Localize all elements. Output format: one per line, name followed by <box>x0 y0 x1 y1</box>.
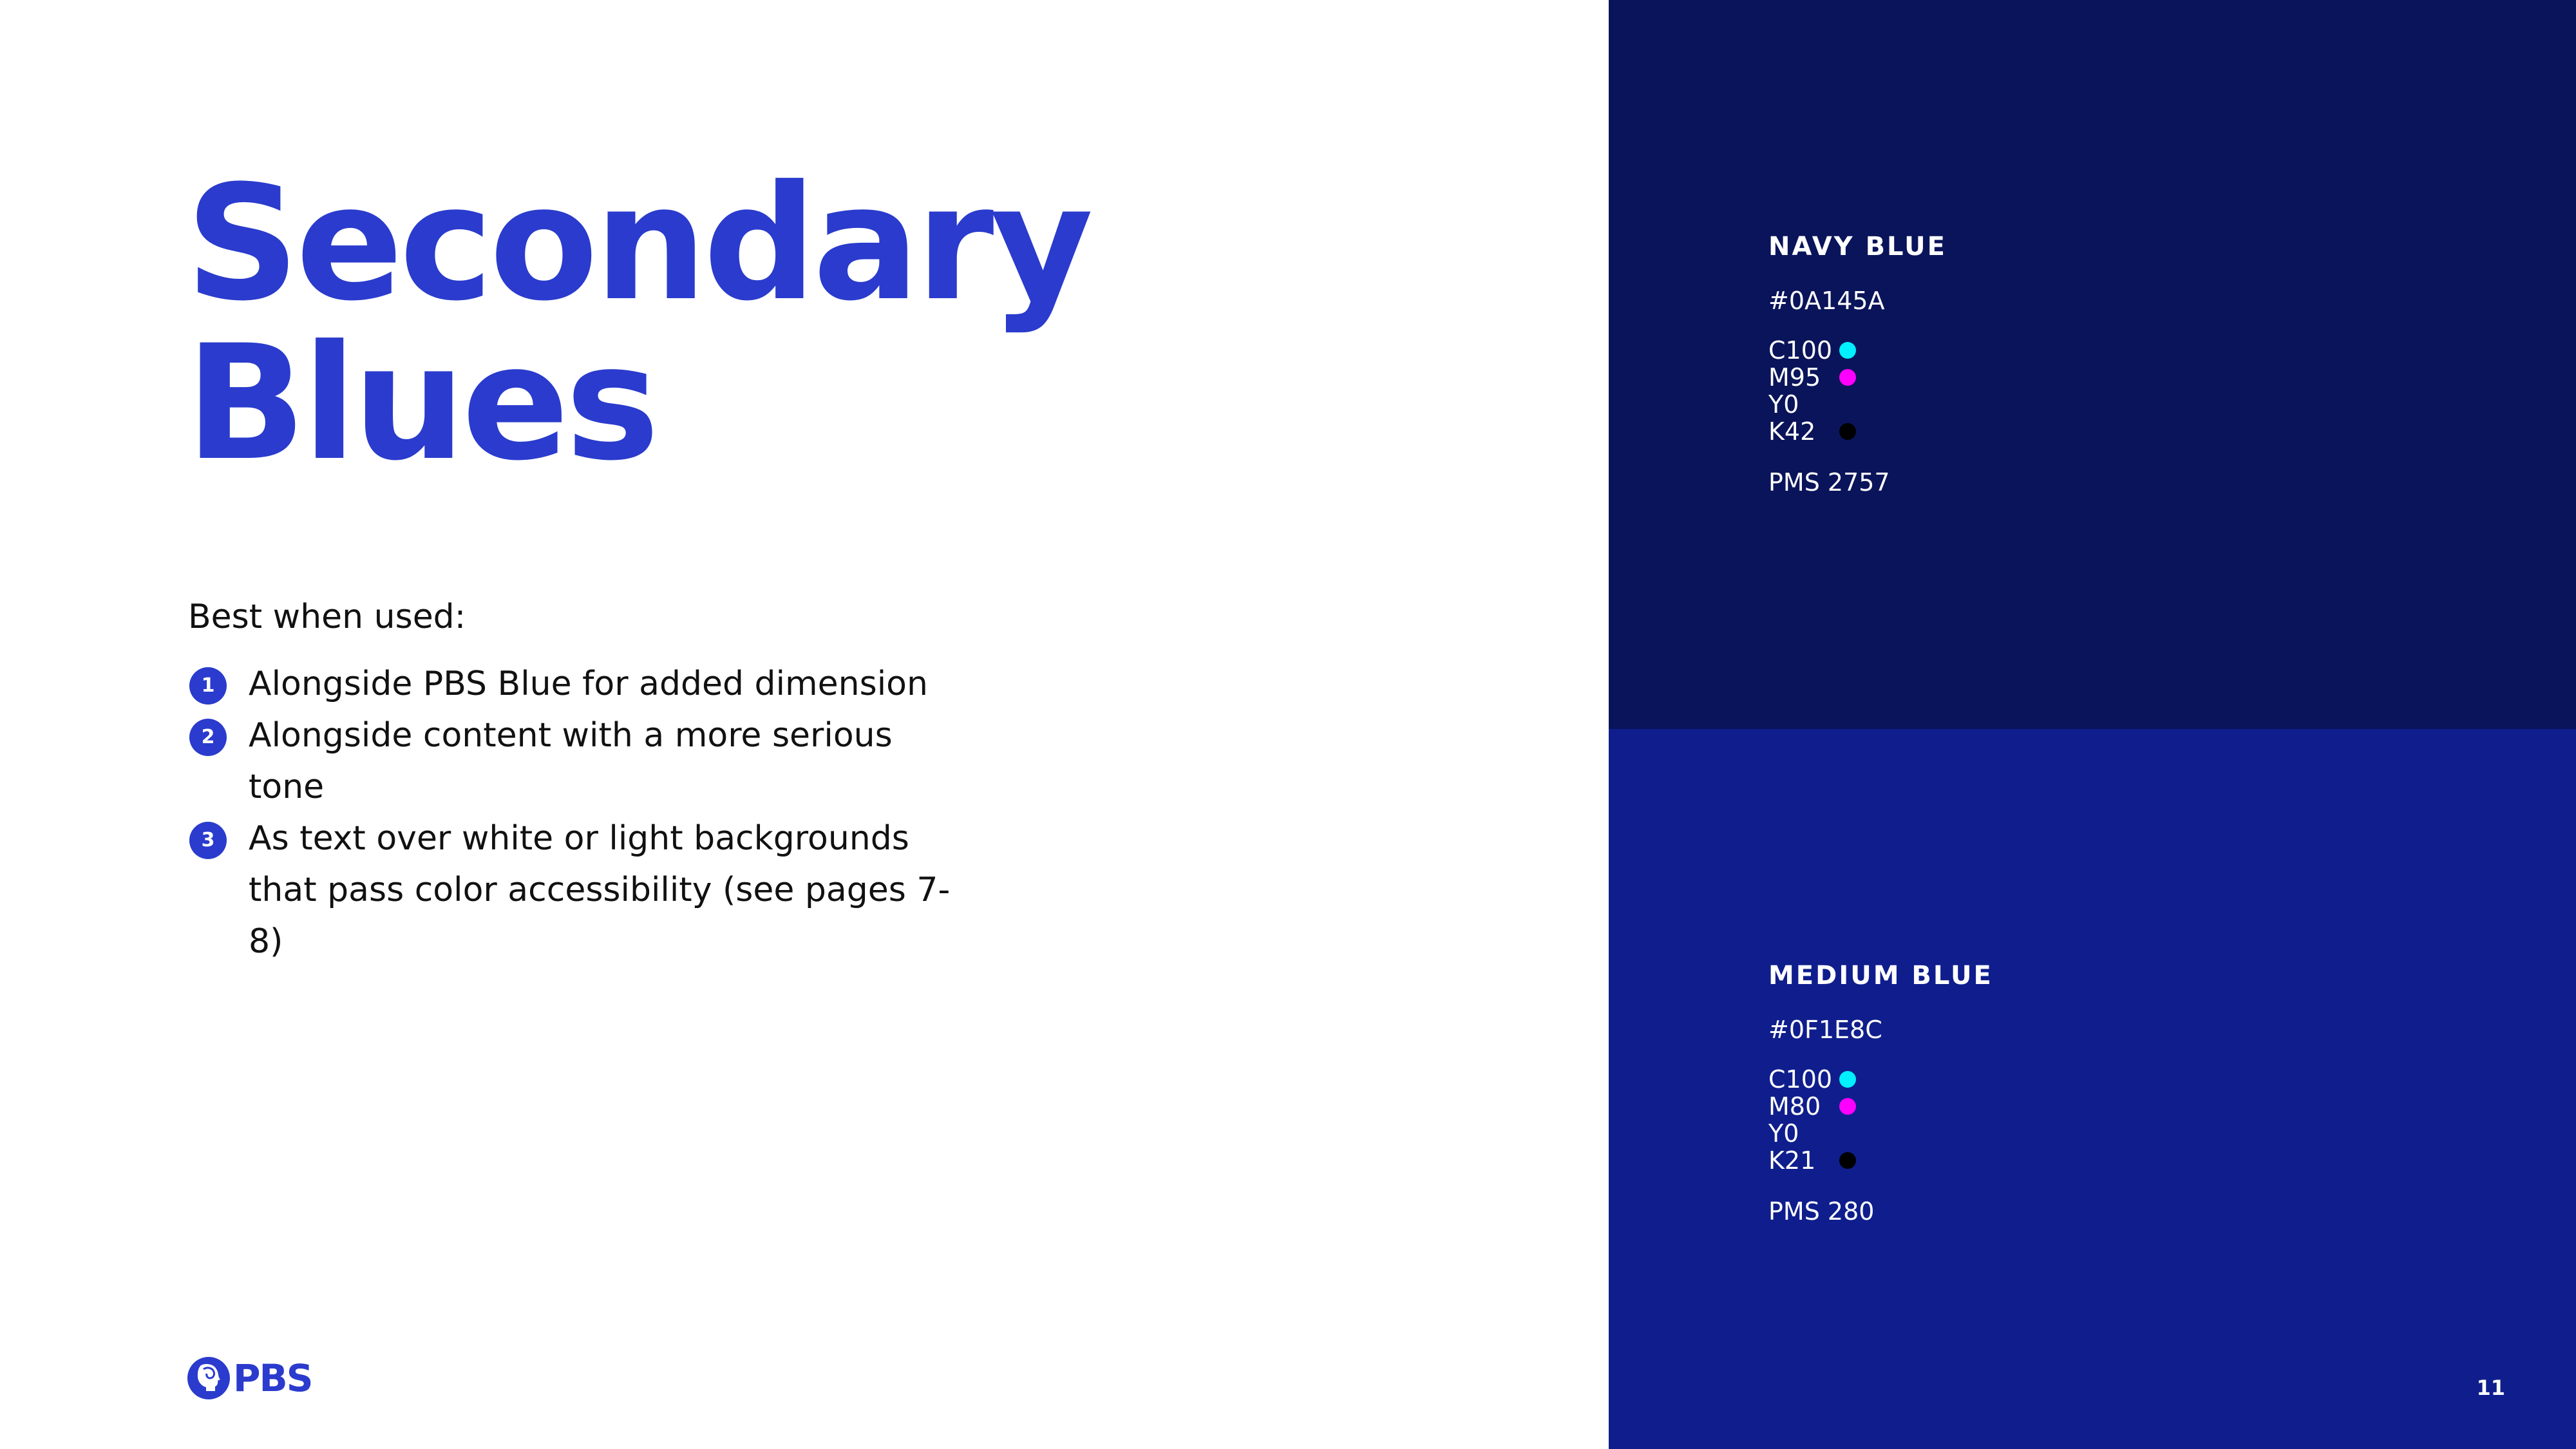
cmyk-y: Y0 <box>1768 1119 1799 1148</box>
cmyk-row-c <box>1768 1066 1993 1093</box>
navy-blue-swatch-info <box>1768 229 1947 500</box>
usage-list <box>188 658 957 967</box>
number-badge: 1 <box>189 667 227 705</box>
cyan-dot-icon <box>1839 342 1856 359</box>
black-dot-icon <box>1839 1152 1856 1169</box>
swatch-name: MEDIUM BLUE <box>1768 961 1993 990</box>
pbs-logo-text: PBS <box>233 1356 312 1400</box>
list-item-text: Alongside content with a more serious tone <box>249 716 893 806</box>
swatch-name: NAVY BLUE <box>1768 232 1947 261</box>
title-line-2: Blues <box>185 312 656 496</box>
list-item <box>188 813 957 967</box>
cmyk-m: M95 <box>1768 363 1821 392</box>
cmyk-row-k <box>1768 1147 1993 1174</box>
swatch-pms: PMS 2757 <box>1768 468 1890 497</box>
list-item <box>188 658 957 710</box>
swatch-hex: #0A145A <box>1768 287 1885 315</box>
cmyk-row-m <box>1768 364 1947 391</box>
cmyk-row-m <box>1768 1093 1993 1120</box>
list-item-text: Alongside PBS Blue for added dimension <box>249 665 928 703</box>
cmyk-y: Y0 <box>1768 390 1799 419</box>
cmyk-values <box>1768 1066 1993 1174</box>
page-number: 11 <box>2476 1376 2505 1400</box>
cmyk-row-c <box>1768 337 1947 364</box>
number-badge: 3 <box>189 822 227 859</box>
cmyk-k: K21 <box>1768 1146 1816 1175</box>
cmyk-row-k <box>1768 418 1947 445</box>
black-dot-icon <box>1839 423 1856 440</box>
swatch-pms: PMS 280 <box>1768 1197 1875 1226</box>
magenta-dot-icon <box>1839 1098 1856 1115</box>
cyan-dot-icon <box>1839 1071 1856 1088</box>
cmyk-row-y <box>1768 1120 1993 1147</box>
page-title <box>185 152 1090 496</box>
cmyk-k: K42 <box>1768 417 1816 446</box>
title-line-1: Secondary <box>185 152 1090 336</box>
pbs-head-icon <box>187 1356 231 1400</box>
cmyk-c: C100 <box>1768 1065 1833 1094</box>
cmyk-values <box>1768 337 1947 445</box>
swatch-hex: #0F1E8C <box>1768 1016 1882 1044</box>
navy-blue-panel <box>1609 0 2576 729</box>
number-badge: 2 <box>189 719 227 756</box>
list-item <box>188 710 957 813</box>
intro-text: Best when used: <box>188 598 466 636</box>
cmyk-row-y <box>1768 391 1947 418</box>
medium-blue-swatch-info <box>1768 958 1993 1229</box>
list-item-text: As text over white or light backgrounds that pass color accessibility (see pages 7-8) <box>249 819 951 961</box>
magenta-dot-icon <box>1839 369 1856 386</box>
cmyk-c: C100 <box>1768 336 1833 365</box>
pbs-logo <box>187 1356 312 1400</box>
cmyk-m: M80 <box>1768 1092 1821 1121</box>
medium-blue-panel <box>1609 729 2576 1449</box>
